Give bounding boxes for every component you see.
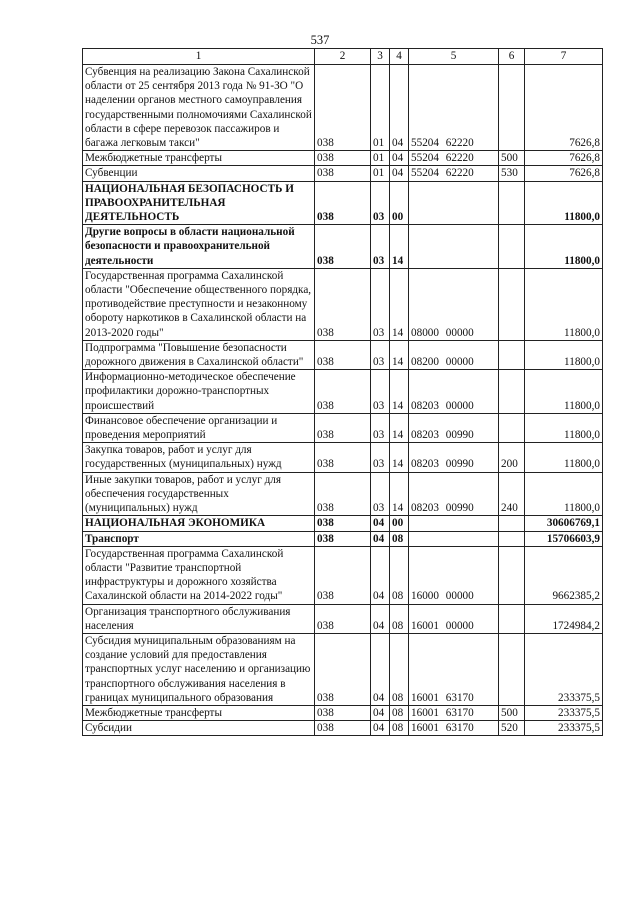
row-target-code-cell <box>409 181 499 225</box>
row-subsection-cell: 08 <box>390 705 409 720</box>
row-amount-cell: 15706603,9 <box>525 531 603 546</box>
row-section-cell: 03 <box>371 472 390 516</box>
row-subsection-cell: 08 <box>390 604 409 633</box>
table-row <box>83 604 603 633</box>
column-header: 3 <box>371 49 390 65</box>
row-expense-type-cell: 500 <box>499 705 525 720</box>
row-chapter-cell: 038 <box>315 166 371 181</box>
row-target-code-cell: 08000 00000 <box>409 268 499 340</box>
row-target-code-cell: 16000 00000 <box>409 546 499 604</box>
row-target-code-cell <box>409 225 499 269</box>
row-target-code-cell: 55204 62220 <box>409 151 499 166</box>
row-chapter-cell: 038 <box>315 516 371 531</box>
row-name-cell: Субвенции <box>83 166 315 181</box>
row-target-code-cell: 08203 00990 <box>409 413 499 442</box>
row-target-code-cell: 16001 00000 <box>409 604 499 633</box>
row-expense-type-cell: 520 <box>499 721 525 736</box>
row-amount-cell: 1724984,2 <box>525 604 603 633</box>
row-subsection-cell: 14 <box>390 340 409 369</box>
row-section-cell: 01 <box>371 151 390 166</box>
table-row <box>83 413 603 442</box>
row-target-code-cell: 55204 62220 <box>409 166 499 181</box>
row-target-code-cell: 08203 00990 <box>409 443 499 472</box>
table-row <box>83 531 603 546</box>
table-row <box>83 225 603 269</box>
table-row <box>83 472 603 516</box>
row-amount-cell: 11800,0 <box>525 268 603 340</box>
row-expense-type-cell <box>499 370 525 414</box>
column-header: 6 <box>499 49 525 65</box>
row-name-cell: Информационно-методическое обеспечение профилактики дорожно-транспортных происшествий <box>83 370 315 414</box>
table-row <box>83 721 603 736</box>
row-subsection-cell: 14 <box>390 268 409 340</box>
row-section-cell: 03 <box>371 340 390 369</box>
row-section-cell: 04 <box>371 531 390 546</box>
row-amount-cell: 7626,8 <box>525 151 603 166</box>
row-target-code-cell: 08203 00000 <box>409 370 499 414</box>
table-row <box>83 443 603 472</box>
row-subsection-cell: 08 <box>390 546 409 604</box>
table-row <box>83 516 603 531</box>
row-chapter-cell: 038 <box>315 151 371 166</box>
row-chapter-cell: 038 <box>315 181 371 225</box>
row-target-code-cell: 16001 63170 <box>409 705 499 720</box>
row-amount-cell: 11800,0 <box>525 225 603 269</box>
row-target-code-cell <box>409 531 499 546</box>
row-expense-type-cell <box>499 633 525 705</box>
table-row <box>83 370 603 414</box>
row-subsection-cell: 14 <box>390 370 409 414</box>
row-subsection-cell: 04 <box>390 151 409 166</box>
row-section-cell: 03 <box>371 370 390 414</box>
row-name-cell: Межбюджетные трансферты <box>83 151 315 166</box>
row-name-cell: Субвенция на реализацию Закона Сахалинской области от 25 сентября 2013 года № 91-ЗО "О наделении органов местного самоуправления государственными полномочиями Сахалинской области в сфере перевозок пассажиров и багажа легковым такси" <box>83 65 315 151</box>
row-chapter-cell: 038 <box>315 633 371 705</box>
budget-table <box>82 48 603 736</box>
row-chapter-cell: 038 <box>315 340 371 369</box>
row-subsection-cell: 14 <box>390 443 409 472</box>
row-name-cell: НАЦИОНАЛЬНАЯ ЭКОНОМИКА <box>83 516 315 531</box>
row-amount-cell: 9662385,2 <box>525 546 603 604</box>
row-expense-type-cell <box>499 516 525 531</box>
row-target-code-cell: 16001 63170 <box>409 633 499 705</box>
row-name-cell: Подпрограмма "Повышение безопасности дорожного движения в Сахалинской области" <box>83 340 315 369</box>
row-subsection-cell: 14 <box>390 472 409 516</box>
row-target-code-cell: 55204 62220 <box>409 65 499 151</box>
row-expense-type-cell <box>499 225 525 269</box>
table-row <box>83 181 603 225</box>
row-target-code-cell <box>409 516 499 531</box>
row-target-code-cell: 08200 00000 <box>409 340 499 369</box>
row-subsection-cell: 14 <box>390 413 409 442</box>
page-number: 537 <box>310 33 330 47</box>
row-name-cell: Субсидии <box>83 721 315 736</box>
row-expense-type-cell: 200 <box>499 443 525 472</box>
row-amount-cell: 11800,0 <box>525 413 603 442</box>
row-amount-cell: 30606769,1 <box>525 516 603 531</box>
row-section-cell: 04 <box>371 546 390 604</box>
row-chapter-cell: 038 <box>315 531 371 546</box>
table-row <box>83 340 603 369</box>
table-row <box>83 546 603 604</box>
row-amount-cell: 233375,5 <box>525 705 603 720</box>
row-amount-cell: 11800,0 <box>525 181 603 225</box>
row-section-cell: 04 <box>371 705 390 720</box>
row-subsection-cell: 00 <box>390 181 409 225</box>
row-section-cell: 01 <box>371 65 390 151</box>
row-section-cell: 03 <box>371 413 390 442</box>
row-chapter-cell: 038 <box>315 546 371 604</box>
row-subsection-cell: 08 <box>390 721 409 736</box>
row-name-cell: Финансовое обеспечение организации и проведения мероприятий <box>83 413 315 442</box>
row-subsection-cell: 04 <box>390 65 409 151</box>
row-expense-type-cell <box>499 181 525 225</box>
row-subsection-cell: 00 <box>390 516 409 531</box>
table-row <box>83 166 603 181</box>
row-expense-type-cell <box>499 413 525 442</box>
row-amount-cell: 7626,8 <box>525 166 603 181</box>
row-subsection-cell: 08 <box>390 633 409 705</box>
row-expense-type-cell: 530 <box>499 166 525 181</box>
row-name-cell: Организация транспортного обслуживания населения <box>83 604 315 633</box>
row-amount-cell: 11800,0 <box>525 340 603 369</box>
row-amount-cell: 11800,0 <box>525 370 603 414</box>
row-expense-type-cell <box>499 604 525 633</box>
row-expense-type-cell <box>499 546 525 604</box>
row-section-cell: 04 <box>371 633 390 705</box>
row-name-cell: Иные закупки товаров, работ и услуг для обеспечения государственных (муниципальных) нужд <box>83 472 315 516</box>
table-body <box>83 65 603 736</box>
row-amount-cell: 11800,0 <box>525 472 603 516</box>
row-chapter-cell: 038 <box>315 225 371 269</box>
row-name-cell: Закупка товаров, работ и услуг для государственных (муниципальных) нужд <box>83 443 315 472</box>
table-row <box>83 705 603 720</box>
row-name-cell: Межбюджетные трансферты <box>83 705 315 720</box>
row-section-cell: 03 <box>371 225 390 269</box>
table-row <box>83 268 603 340</box>
row-name-cell: Государственная программа Сахалинской области "Развитие транспортной инфраструктуры и дорожного хозяйства Сахалинской области на 2014-2022 годы" <box>83 546 315 604</box>
header-row <box>83 49 603 65</box>
row-expense-type-cell: 500 <box>499 151 525 166</box>
row-chapter-cell: 038 <box>315 721 371 736</box>
row-subsection-cell: 04 <box>390 166 409 181</box>
column-header: 4 <box>390 49 409 65</box>
row-expense-type-cell <box>499 65 525 151</box>
row-section-cell: 03 <box>371 268 390 340</box>
row-chapter-cell: 038 <box>315 268 371 340</box>
column-header: 5 <box>409 49 499 65</box>
row-section-cell: 01 <box>371 166 390 181</box>
row-name-cell: Государственная программа Сахалинской области "Обеспечение общественного порядка, противодействие преступности и незаконному обороту наркотиков в Сахалинской области на 2013-2020 годы" <box>83 268 315 340</box>
row-section-cell: 03 <box>371 443 390 472</box>
row-section-cell: 04 <box>371 604 390 633</box>
column-header: 7 <box>525 49 603 65</box>
row-name-cell: НАЦИОНАЛЬНАЯ БЕЗОПАСНОСТЬ И ПРАВООХРАНИТЕЛЬНАЯ ДЕЯТЕЛЬНОСТЬ <box>83 181 315 225</box>
row-amount-cell: 7626,8 <box>525 65 603 151</box>
row-subsection-cell: 14 <box>390 225 409 269</box>
row-name-cell: Транспорт <box>83 531 315 546</box>
row-section-cell: 03 <box>371 181 390 225</box>
row-name-cell: Субсидия муниципальным образованиям на создание условий для предоставления транспортных услуг населению и организацию транспортного обслуживания населения в границах муниципального образования <box>83 633 315 705</box>
row-chapter-cell: 038 <box>315 65 371 151</box>
column-header: 1 <box>83 49 315 65</box>
row-chapter-cell: 038 <box>315 604 371 633</box>
table-row <box>83 151 603 166</box>
column-header: 2 <box>315 49 371 65</box>
row-subsection-cell: 08 <box>390 531 409 546</box>
row-chapter-cell: 038 <box>315 705 371 720</box>
row-expense-type-cell <box>499 268 525 340</box>
row-expense-type-cell <box>499 531 525 546</box>
row-amount-cell: 233375,5 <box>525 633 603 705</box>
row-target-code-cell: 16001 63170 <box>409 721 499 736</box>
row-amount-cell: 233375,5 <box>525 721 603 736</box>
row-section-cell: 04 <box>371 516 390 531</box>
row-chapter-cell: 038 <box>315 443 371 472</box>
row-chapter-cell: 038 <box>315 370 371 414</box>
row-chapter-cell: 038 <box>315 413 371 442</box>
row-expense-type-cell: 240 <box>499 472 525 516</box>
table-row <box>83 65 603 151</box>
row-target-code-cell: 08203 00990 <box>409 472 499 516</box>
row-section-cell: 04 <box>371 721 390 736</box>
row-name-cell: Другие вопросы в области национальной безопасности и правоохранительной деятельности <box>83 225 315 269</box>
row-expense-type-cell <box>499 340 525 369</box>
table-row <box>83 633 603 705</box>
row-chapter-cell: 038 <box>315 472 371 516</box>
row-amount-cell: 11800,0 <box>525 443 603 472</box>
